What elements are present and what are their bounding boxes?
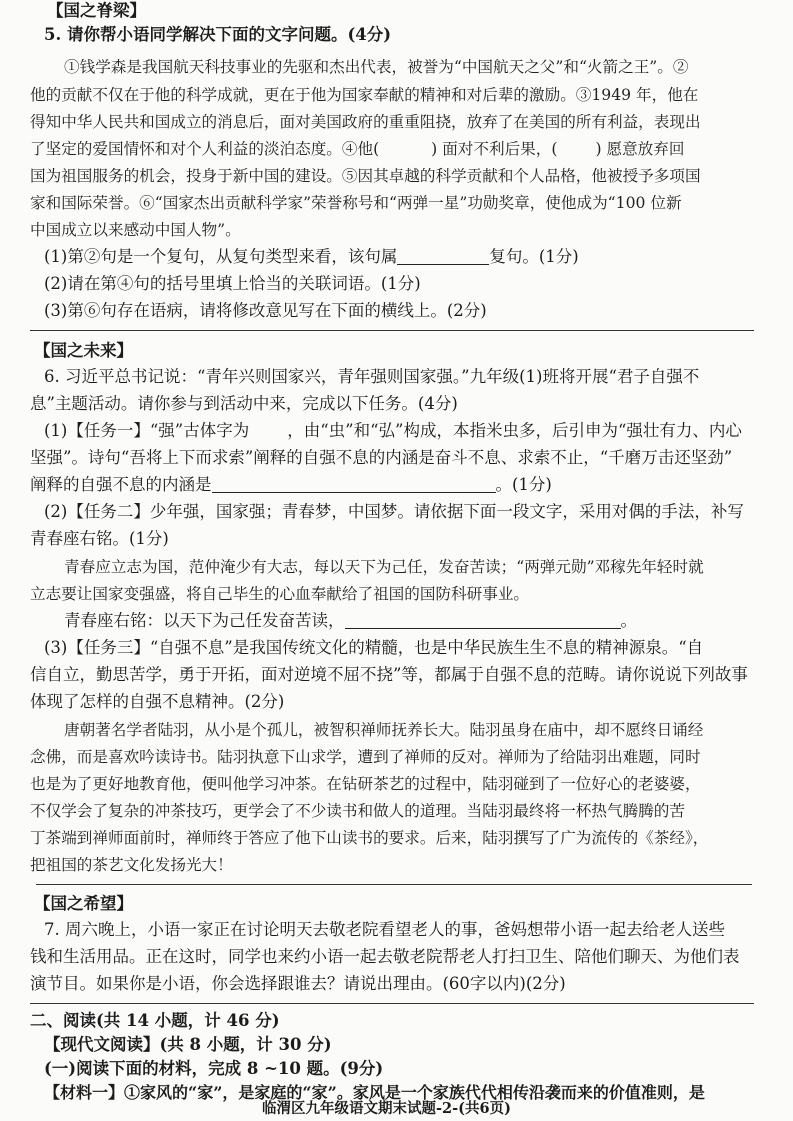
question-5-title: 5. 请你帮小语同学解决下面的文字问题。(4分): [44, 25, 392, 44]
section-heading-hope: 【国之希望】: [34, 894, 133, 913]
page-footer: 临渭区九年级语文期末试题-2-(共6页): [262, 1100, 511, 1117]
question-text: 。: [620, 611, 637, 630]
question-text: ，由“虫”和“弘”构成，本指米虫多，后引申为“强壮有力、内心: [287, 421, 742, 440]
passage-line: 得知中华人民共和国成立的消息后，面对美国政府的重重阻挠，放弃了在美国的所有利益，表现出: [30, 113, 701, 131]
question-6-line: 息”主题活动。请你参与到活动中来，完成以下任务。(4分): [30, 394, 458, 413]
question-5-2: (2)请在第④句的括号里填上恰当的关联词语。(1分): [44, 274, 421, 293]
question-5-3: (3)第⑥句存在语病，请将修改意见写在下面的横线上。(2分): [44, 301, 487, 320]
question-text: 复句。(1分): [489, 247, 579, 266]
passage-line: [30, 138, 684, 160]
passage-text: 了坚定的爱国情怀和对个人利益的淡泊态度。④他(: [30, 140, 380, 158]
passage-line: ①钱学森是我国航天科技事业的先驱和杰出代表，被誉为“中国航天之父”和“火箭之王”。②: [64, 58, 689, 76]
question-text: (1)【任务一】“强”古体字为: [44, 421, 250, 440]
task-2-passage: 青春应立志为国，范仲淹少有大志，每以天下为己任，发奋苦读；“两弹元勋”邓稼先年轻时就: [64, 558, 704, 576]
task-2-line: (2)【任务二】少年强，国家强；青春梦，中国梦。请依据下面一段文字，采用对偶的手法，补写: [44, 502, 744, 521]
question-text: 青春座右铭：以天下为己任发奋苦读，: [64, 611, 345, 630]
passage-line: 家和国际荣誉。⑥“国家杰出贡献科学家”荣誉称号和“两弹一星”功勋奖章，使他成为“100 位新: [30, 194, 682, 212]
answer-line[interactable]: [30, 330, 754, 331]
passage-text: ) 面对不利后果，(: [431, 140, 558, 158]
passage-line: 中国成立以来感动中国人物”。: [30, 221, 241, 239]
reading-section-title: 二、阅读(共 14 小题，计 46 分): [30, 1011, 280, 1030]
task-2-line: 青春座右铭。(1分): [30, 529, 169, 548]
section-heading-backbone: 【国之脊梁】: [47, 1, 146, 20]
reading-part-1: (一)阅读下面的材料，完成 8 ~10 题。(9分): [44, 1059, 384, 1078]
question-6-line: 6. 习近平总书记说：“青年兴则国家兴，青年强则国家强。”九年级(1)班将开展“君子自强不: [44, 367, 700, 386]
question-7-line: 演节目。如果你是小语，你会选择跟谁去？请说出理由。(60字以内)(2分): [30, 974, 566, 993]
question-5-1: [44, 246, 579, 268]
task-2-passage: 立志要让国家变强盛，将自己毕生的心血奉献给了祖国的国防科研事业。: [30, 585, 530, 603]
story-line: 把祖国的茶艺文化发扬光大！: [30, 856, 233, 874]
passage-line: 国为祖国服务的机会，投身于新中国的建设。⑤因其卓越的科学贡献和个人品格，他被授予多项国: [30, 167, 701, 185]
task-1-line: [44, 420, 742, 442]
answer-blank[interactable]: [212, 476, 496, 493]
task-1-line: 坚强”。诗句“吾将上下而求索”阐释的自强不息的内涵是奋斗不息、求索不止，“千磨万击还坚劲”: [30, 448, 733, 467]
passage-line: 他的贡献不仅在于他的科学成就，更在于他为国家奉献的精神和对后辈的激励。③1949 年，他在: [30, 86, 699, 104]
question-text: 阐释的自强不息的内涵是: [30, 475, 212, 494]
answer-blank[interactable]: [345, 612, 621, 629]
story-line: 不仅学会了复杂的冲茶技巧，更学会了不少读书和做人的道理。当陆羽最终将一杯热气腾腾的苦: [30, 802, 685, 820]
story-line: 念佛，而是喜欢吟读诗书。陆羽执意下山求学，遭到了禅师的反对。禅师为了给陆羽出难题，同时: [30, 748, 701, 766]
answer-line[interactable]: [30, 1003, 754, 1004]
question-text: (1)第②句是一个复句，从复句类型来看，该句属: [44, 247, 398, 266]
answer-line[interactable]: [36, 884, 752, 885]
story-line: 丁茶端到禅师面前时，禅师终于答应了他下山读书的要求。后来，陆羽撰写了广为流传的《茶经》，: [30, 829, 709, 847]
material-1-line: 【材料一】①家风的“家”，是家庭的“家”。家风是一个家族代代相传沿袭而来的价值准则，是: [44, 1083, 705, 1102]
passage-text: ) 愿意放弃回: [595, 140, 685, 158]
motto-line: [64, 610, 637, 632]
question-7-line: 7. 周六晚上，小语一家正在讨论明天去敬老院看望老人的事，爸妈想带小语一起去给老人送些: [44, 920, 725, 939]
modern-reading-heading: 【现代文阅读】(共 8 小题，计 30 分): [44, 1035, 332, 1054]
task-3-line: (3)【任务三】“自强不息”是我国传统文化的精髓，也是中华民族生生不息的精神源泉。“自: [44, 638, 704, 657]
section-heading-future: 【国之未来】: [34, 341, 133, 360]
question-text: 。(1分): [495, 475, 552, 494]
answer-blank[interactable]: [397, 248, 489, 265]
story-line: 也是为了更好地教育他，便叫他学习冲茶。在钻研茶艺的过程中，陆羽碰到了一位好心的老婆婆，: [30, 775, 701, 793]
question-7-line: 钱和生活用品。正在这时，同学也来约小语一起去敬老院帮老人打扫卫生、陪他们聊天、为他们表: [30, 947, 740, 966]
task-3-line: 体现了怎样的自强不息精神。(2分): [30, 692, 285, 711]
story-line: 唐朝著名学者陆羽，从小是个孤儿，被智积禅师抚养长大。陆羽虽身在庙中，却不愿终日诵经: [64, 721, 704, 739]
task-1-line: [30, 474, 552, 496]
task-3-line: 信自立，勤思苦学，勇于开拓，面对逆境不屈不挠”等，都属于自强不息的范畴。请你说说下列故事: [30, 665, 748, 684]
